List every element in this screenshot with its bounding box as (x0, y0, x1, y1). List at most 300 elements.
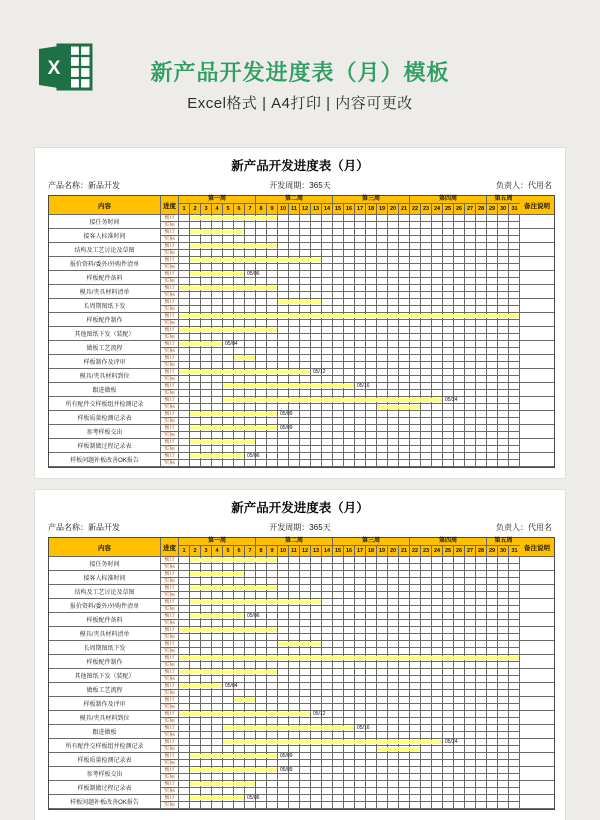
gantt-bar (190, 272, 244, 276)
bar-date-label: 05/04 (225, 683, 238, 689)
task-name: 模具/夹具材料清单 (49, 627, 161, 641)
task-name: 样板问题补板改善OK报告 (49, 453, 161, 467)
progress-cell-plan: 预计 (161, 655, 179, 662)
progress-cell-actual: 实际 (161, 578, 179, 585)
progress-cell-plan: 预计 (161, 557, 179, 564)
gantt-strip-plan (179, 725, 520, 732)
note-cell (520, 285, 554, 299)
note-cell (520, 425, 554, 439)
gantt-subcolumn (179, 795, 520, 809)
gantt-subcolumn (179, 697, 520, 711)
task-row (49, 613, 554, 627)
gantt-strip-actual (179, 718, 520, 725)
gantt-subcolumn (179, 271, 520, 285)
gantt-subcolumn (179, 313, 520, 327)
task-row (49, 795, 554, 809)
progress-subcolumn (161, 753, 179, 767)
task-row (49, 439, 554, 453)
gantt-strip-plan (179, 795, 520, 802)
gantt-strip-actual (179, 376, 520, 383)
week-header-cell: 第四周 (410, 196, 487, 204)
gantt-subcolumn (179, 229, 520, 243)
gantt-strip-actual (179, 348, 520, 355)
gantt-strip-plan (179, 369, 520, 376)
task-name: 跟进做板 (49, 383, 161, 397)
day-header-cell: 10 (278, 204, 289, 215)
day-header-cell: 6 (234, 204, 245, 215)
progress-subcolumn (161, 243, 179, 257)
task-row (49, 655, 554, 669)
svg-text:X: X (47, 58, 61, 79)
progress-subcolumn (161, 711, 179, 725)
progress-subcolumn (161, 739, 179, 753)
progress-subcolumn (161, 767, 179, 781)
gantt-strip-actual (179, 788, 520, 795)
task-name: 样板问题补板改善OK报告 (49, 795, 161, 809)
progress-cell-plan: 预计 (161, 257, 179, 264)
progress-cell-plan: 预计 (161, 299, 179, 306)
task-name: 模具/夹具材料到位 (49, 711, 161, 725)
progress-subcolumn (161, 327, 179, 341)
task-name: 跟进做板 (49, 725, 161, 739)
progress-cell-actual: 实际 (161, 334, 179, 341)
gantt-bar (377, 405, 420, 409)
progress-cell-plan: 预计 (161, 683, 179, 690)
progress-cell-plan: 预计 (161, 243, 179, 250)
day-header-cell: 29 (487, 204, 498, 215)
progress-subcolumn (161, 683, 179, 697)
sheet-title: 新产品开发进度表（月） (231, 501, 369, 515)
sheet-info-row (48, 179, 552, 192)
task-row (49, 599, 554, 613)
task-name: 接客人标准时间 (49, 571, 161, 585)
day-header-cell: 16 (344, 546, 355, 557)
note-cell (520, 753, 554, 767)
note-cell (520, 585, 554, 599)
note-cell (520, 369, 554, 383)
bar-date-label: 05/24 (445, 739, 458, 745)
gantt-strip-actual (179, 306, 520, 313)
gantt-bar (179, 314, 519, 318)
gantt-bar (190, 600, 321, 604)
task-name: 结构及工艺讨论及草图 (49, 585, 161, 599)
progress-subcolumn (161, 641, 179, 655)
gantt-bar (190, 426, 277, 430)
gantt-subcolumn (179, 641, 520, 655)
progress-cell-actual: 实际 (161, 418, 179, 425)
day-header-cell: 17 (355, 204, 366, 215)
week-header-cell: 第五周 (487, 196, 520, 204)
weeks-row (179, 538, 520, 546)
task-row (49, 411, 554, 425)
progress-cell-actual: 实际 (161, 732, 179, 739)
day-header-cell: 12 (300, 546, 311, 557)
task-name: 其他图纸下发（装配） (49, 669, 161, 683)
page-header (0, 0, 600, 140)
gantt-subcolumn (179, 285, 520, 299)
day-header-cell: 25 (443, 204, 454, 215)
progress-subcolumn (161, 453, 179, 467)
week-header-cell: 第一周 (179, 196, 256, 204)
task-row (49, 683, 554, 697)
progress-subcolumn (161, 781, 179, 795)
progress-cell-actual: 实际 (161, 802, 179, 809)
gantt-strip-plan (179, 753, 520, 760)
progress-cell-plan: 预计 (161, 341, 179, 348)
gantt-bar (223, 740, 442, 744)
gantt-bar (179, 286, 277, 290)
gantt-bar (377, 747, 420, 751)
gantt-bar (190, 586, 277, 590)
progress-cell-plan: 预计 (161, 313, 179, 320)
gantt-strip-plan (179, 627, 520, 634)
gantt-subcolumn (179, 767, 520, 781)
day-header-cell: 25 (443, 546, 454, 557)
gantt-bar (190, 412, 277, 416)
day-header-cell: 13 (311, 204, 322, 215)
day-header-cell: 16 (344, 204, 355, 215)
task-name: 样板配件备料 (49, 271, 161, 285)
note-cell (520, 697, 554, 711)
gantt-strip-actual (179, 404, 520, 411)
progress-subcolumn (161, 285, 179, 299)
note-cell (520, 739, 554, 753)
task-row (49, 641, 554, 655)
task-name: 接客人标准时间 (49, 229, 161, 243)
day-header-cell: 11 (289, 546, 300, 557)
gantt-strip-plan (179, 739, 520, 746)
task-name: 样板制做过程记录表 (49, 439, 161, 453)
note-cell (520, 557, 554, 571)
note-cell (520, 327, 554, 341)
day-header-cell: 4 (212, 546, 223, 557)
day-header-cell: 17 (355, 546, 366, 557)
gantt-bar (179, 670, 277, 674)
task-name: 报价资料/委外/外购件清单 (49, 599, 161, 613)
week-header-cell: 第三周 (333, 538, 410, 546)
days-row (179, 204, 520, 215)
progress-cell-actual: 实际 (161, 662, 179, 669)
progress-cell-plan: 预计 (161, 383, 179, 390)
task-row (49, 627, 554, 641)
day-header-cell: 3 (201, 204, 212, 215)
gantt-bar (190, 244, 277, 248)
gantt-bar (190, 614, 244, 618)
task-row (49, 453, 554, 467)
progress-cell-plan: 预计 (161, 271, 179, 278)
gantt-bar (234, 698, 255, 702)
gantt-subcolumn (179, 327, 520, 341)
day-header-cell: 4 (212, 204, 223, 215)
progress-cell-plan: 预计 (161, 285, 179, 292)
task-name: 做板工艺流程 (49, 683, 161, 697)
day-header-cell: 9 (267, 204, 278, 215)
gantt-strip-plan (179, 599, 520, 606)
progress-cell-plan: 预计 (161, 697, 179, 704)
progress-cell-plan: 预计 (161, 425, 179, 432)
progress-subcolumn (161, 229, 179, 243)
task-row (49, 725, 554, 739)
day-header-cell: 22 (410, 204, 421, 215)
task-row (49, 243, 554, 257)
task-row (49, 215, 554, 229)
gantt-bar (190, 216, 277, 220)
note-cell (520, 613, 554, 627)
gantt-strip-plan (179, 341, 520, 348)
day-header-cell: 30 (498, 546, 509, 557)
progress-cell-plan: 预计 (161, 327, 179, 334)
bar-date-label: 05/06 (247, 613, 260, 619)
progress-cell-actual: 实际 (161, 620, 179, 627)
owner-label: 负责人：代用名 (496, 523, 552, 532)
gantt-strip-plan (179, 215, 520, 222)
day-header-cell: 13 (311, 546, 322, 557)
gantt-strip-plan (179, 327, 520, 334)
product-name-label: 产品名称：新品开发 (48, 181, 120, 190)
table-header-row (49, 196, 554, 215)
gantt-strip-actual (179, 236, 520, 243)
progress-cell-plan: 预计 (161, 781, 179, 788)
task-name: 结构及工艺讨论及草图 (49, 243, 161, 257)
gantt-strip-actual (179, 774, 520, 781)
bar-date-label: 05/04 (225, 341, 238, 347)
task-row (49, 571, 554, 585)
day-header-cell: 19 (377, 204, 388, 215)
progress-subcolumn (161, 341, 179, 355)
progress-cell-plan: 预计 (161, 453, 179, 460)
week-header-cell: 第五周 (487, 538, 520, 546)
gantt-strip-actual (179, 634, 520, 641)
progress-subcolumn (161, 697, 179, 711)
task-name: 样板制作及评审 (49, 697, 161, 711)
note-cell (520, 215, 554, 229)
gantt-bar (190, 782, 255, 786)
page-subtitle: Excel格式 | A4打印 | 内容可更改 (187, 95, 413, 112)
progress-subcolumn (161, 355, 179, 369)
gantt-strip-plan (179, 781, 520, 788)
gantt-table (48, 195, 555, 468)
task-row (49, 355, 554, 369)
gantt-subcolumn (179, 627, 520, 641)
day-header-cell: 31 (509, 204, 520, 215)
gantt-strip-actual (179, 278, 520, 285)
progress-cell-actual: 实际 (161, 278, 179, 285)
progress-cell-actual: 实际 (161, 348, 179, 355)
table-header-row (49, 538, 554, 557)
note-cell (520, 439, 554, 453)
weeks-row (179, 196, 520, 204)
day-header-cell: 7 (245, 204, 256, 215)
owner-label: 负责人：代用名 (496, 181, 552, 190)
gantt-bar (190, 258, 321, 262)
gantt-subcolumn (179, 215, 520, 229)
gantt-strip-plan (179, 355, 520, 362)
gantt-bar (179, 656, 519, 660)
gantt-strip-actual (179, 334, 520, 341)
gantt-strip-plan (179, 243, 520, 250)
gantt-strip-plan (179, 229, 520, 236)
progress-cell-plan: 预计 (161, 711, 179, 718)
task-name: 样板制作及评审 (49, 355, 161, 369)
day-header-cell: 9 (267, 546, 278, 557)
note-cell (520, 299, 554, 313)
progress-cell-plan: 预计 (161, 641, 179, 648)
day-header-cell: 15 (333, 204, 344, 215)
task-row (49, 285, 554, 299)
progress-cell-actual: 实际 (161, 236, 179, 243)
gantt-strip-actual (179, 222, 520, 229)
gantt-subcolumn (179, 655, 520, 669)
gantt-strip-actual (179, 732, 520, 739)
progress-subcolumn (161, 571, 179, 585)
gantt-strip-plan (179, 641, 520, 648)
gantt-subcolumn (179, 243, 520, 257)
gantt-table (48, 537, 555, 810)
day-header-cell: 18 (366, 546, 377, 557)
progress-cell-plan: 预计 (161, 411, 179, 418)
task-row (49, 383, 554, 397)
task-name: 所有配件交样板组并检测记录 (49, 397, 161, 411)
progress-cell-plan: 预计 (161, 355, 179, 362)
week-header-cell: 第四周 (410, 538, 487, 546)
gantt-strip-plan (179, 383, 520, 390)
gantt-strip-plan (179, 257, 520, 264)
progress-cell-actual: 实际 (161, 564, 179, 571)
progress-cell-plan: 预计 (161, 397, 179, 404)
progress-cell-plan: 预计 (161, 739, 179, 746)
gantt-subcolumn (179, 397, 520, 411)
progress-cell-actual: 实际 (161, 676, 179, 683)
content-column-header: 内容 (49, 538, 161, 557)
progress-subcolumn (161, 669, 179, 683)
gantt-subcolumn (179, 725, 520, 739)
note-cell (520, 669, 554, 683)
progress-cell-actual: 实际 (161, 634, 179, 641)
progress-subcolumn (161, 313, 179, 327)
progress-cell-actual: 实际 (161, 606, 179, 613)
day-header-cell: 23 (421, 204, 432, 215)
gantt-strip-actual (179, 292, 520, 299)
week-header-cell: 第二周 (256, 196, 333, 204)
progress-cell-plan: 预计 (161, 369, 179, 376)
note-column-header: 备注说明 (520, 538, 554, 557)
progress-cell-actual: 实际 (161, 704, 179, 711)
progress-cell-plan: 预计 (161, 599, 179, 606)
task-row (49, 781, 554, 795)
gantt-bar (190, 796, 244, 800)
gantt-strip-plan (179, 683, 520, 690)
progress-subcolumn (161, 585, 179, 599)
gantt-strip-actual (179, 564, 520, 571)
bar-date-label: 05/09 (280, 753, 293, 759)
gantt-bar (278, 642, 321, 646)
progress-subcolumn (161, 397, 179, 411)
bar-date-label: 05/09 (280, 767, 293, 773)
gantt-subcolumn (179, 753, 520, 767)
task-row (49, 341, 554, 355)
gantt-strip-plan (179, 571, 520, 578)
gantt-strip-actual (179, 418, 520, 425)
week-header-cell: 第三周 (333, 196, 410, 204)
task-name: 做板工艺流程 (49, 341, 161, 355)
note-cell (520, 725, 554, 739)
gantt-subcolumn (179, 613, 520, 627)
task-name: 所有配件交样板组并检测记录 (49, 739, 161, 753)
gantt-subcolumn (179, 571, 520, 585)
dev-cycle-label: 开发周期：365天 (269, 523, 331, 532)
gantt-bar (190, 768, 277, 772)
gantt-subcolumn (179, 781, 520, 795)
gantt-subcolumn (179, 425, 520, 439)
progress-subcolumn (161, 795, 179, 809)
gantt-strip-actual (179, 760, 520, 767)
note-cell (520, 271, 554, 285)
day-header-cell: 19 (377, 546, 388, 557)
task-name: 参考样板交出 (49, 425, 161, 439)
progress-cell-actual: 实际 (161, 760, 179, 767)
task-name: 参考样板交出 (49, 767, 161, 781)
gantt-subcolumn (179, 439, 520, 453)
gantt-bar (179, 628, 277, 632)
task-row (49, 257, 554, 271)
gantt-strip-actual (179, 704, 520, 711)
progress-subcolumn (161, 655, 179, 669)
progress-cell-actual: 实际 (161, 222, 179, 229)
day-header-cell: 5 (223, 204, 234, 215)
gantt-subcolumn (179, 453, 520, 467)
task-name: 报价资料/委外/外购件清单 (49, 257, 161, 271)
gantt-bar (190, 572, 244, 576)
sheet-info-row (48, 521, 552, 534)
progress-subcolumn (161, 257, 179, 271)
progress-cell-plan: 预计 (161, 795, 179, 802)
day-header-cell: 26 (454, 204, 465, 215)
gantt-subcolumn (179, 711, 520, 725)
bar-date-label: 05/06 (247, 271, 260, 277)
product-name-label: 产品名称：新品开发 (48, 523, 120, 532)
sheet-2 (35, 490, 565, 810)
gantt-subcolumn (179, 355, 520, 369)
task-row (49, 585, 554, 599)
task-name: 样板质量检测记录表 (49, 411, 161, 425)
progress-cell-plan: 预计 (161, 571, 179, 578)
note-cell (520, 257, 554, 271)
gantt-bar (190, 558, 277, 562)
gantt-strip-actual (179, 390, 520, 397)
gantt-strip-actual (179, 362, 520, 369)
progress-subcolumn (161, 369, 179, 383)
gantt-subcolumn (179, 341, 520, 355)
gantt-strip-plan (179, 453, 520, 460)
progress-cell-actual: 实际 (161, 306, 179, 313)
day-header-cell: 10 (278, 546, 289, 557)
gantt-strip-plan (179, 655, 520, 662)
day-header-cell: 31 (509, 546, 520, 557)
progress-subcolumn (161, 627, 179, 641)
day-header-cell: 28 (476, 204, 487, 215)
progress-cell-actual: 实际 (161, 404, 179, 411)
gantt-bar (190, 454, 244, 458)
bar-date-label: 05/06 (247, 453, 260, 459)
progress-cell-actual: 实际 (161, 592, 179, 599)
day-header-cell: 27 (465, 546, 476, 557)
note-cell (520, 683, 554, 697)
day-header-cell: 21 (399, 546, 410, 557)
task-row (49, 669, 554, 683)
note-column-header: 备注说明 (520, 196, 554, 215)
gantt-strip-actual (179, 578, 520, 585)
note-cell (520, 767, 554, 781)
